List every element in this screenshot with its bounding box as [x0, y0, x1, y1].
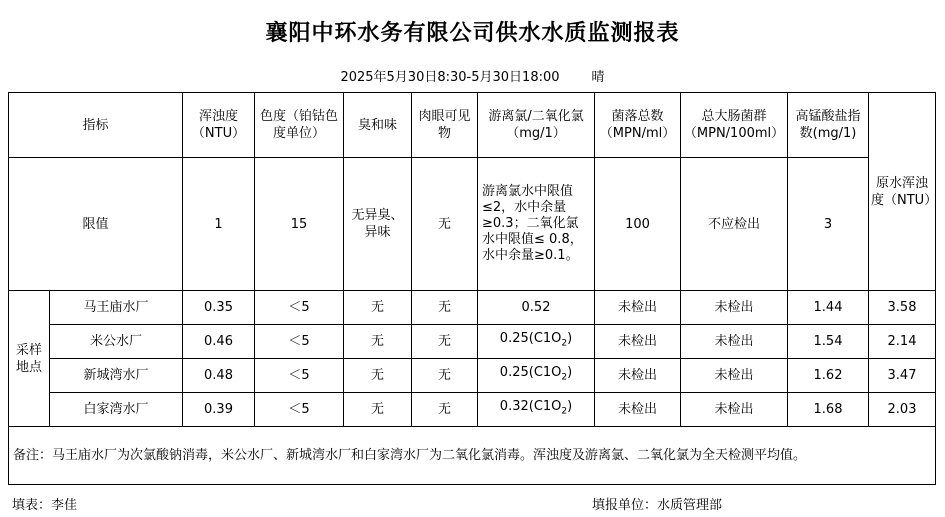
site-name: 马王庙水厂: [50, 291, 183, 325]
header-row: [9, 93, 936, 158]
cell-visible: 无: [412, 393, 478, 427]
weather: 晴: [591, 70, 605, 85]
report-date-line: [0, 66, 945, 85]
cell-color: ＜5: [255, 393, 344, 427]
header-turbidity: 浑浊度（NTU）: [183, 93, 255, 158]
chlorine-form: $(C1O_2)$: [528, 331, 573, 349]
chlorine-value: 0.25: [499, 365, 529, 381]
header-permanganate: 高锰酸盐指数(mg/1): [788, 93, 869, 158]
limits-row: [9, 158, 936, 291]
table-row: [9, 393, 936, 427]
cell-odor: 无: [344, 291, 412, 325]
cell-visible: 无: [412, 359, 478, 393]
limit-chlorine: 游离氯水中限值 ≤2，水中余量≥0.3；二氧化氯水中限值≤ 0.8，水中余量≥0.1。: [478, 158, 595, 291]
cell-raw-turbidity: 3.58: [869, 291, 936, 325]
table-row: [9, 325, 936, 359]
water-quality-table: [8, 92, 936, 485]
cell-chlorine: [478, 325, 595, 359]
header-chlorine: 游离氯/二氧化氯（mg/1）: [478, 93, 595, 158]
header-bacteria: 菌落总数（MPN/ml）: [595, 93, 681, 158]
sampling-site-label: 采样地点: [9, 291, 50, 427]
cell-color: ＜5: [255, 291, 344, 325]
note: 备注：马王庙水厂为次氯酸钠消毒，米公水厂、新城湾水厂和白家湾水厂为二氧化氯消毒。浑浊度及游离氯、二氧化氯为全天检测平均值。: [9, 427, 936, 485]
site-name: 新城湾水厂: [50, 359, 183, 393]
filled-by: 填表：李佳: [12, 498, 78, 513]
cell-turbidity: 0.48: [183, 359, 255, 393]
cell-permanganate: 1.54: [788, 325, 869, 359]
site-name: 米公水厂: [50, 325, 183, 359]
cell-permanganate: 1.68: [788, 393, 869, 427]
chlorine-value: 0.52: [521, 300, 551, 315]
cell-turbidity: 0.35: [183, 291, 255, 325]
cell-chlorine: [478, 393, 595, 427]
cell-turbidity: 0.39: [183, 393, 255, 427]
header-coliform: 总大肠菌群（MPN/100ml）: [681, 93, 788, 158]
cell-coliform: 未检出: [681, 359, 788, 393]
cell-bacteria: 未检出: [595, 359, 681, 393]
chlorine-value: 0.32: [499, 399, 529, 415]
limit-visible: 无: [412, 158, 478, 291]
note-row: [9, 427, 936, 485]
cell-turbidity: 0.46: [183, 325, 255, 359]
limits-label: 限值: [9, 158, 183, 291]
cell-permanganate: 1.62: [788, 359, 869, 393]
chlorine-form: $(C1O_2)$: [528, 399, 573, 417]
limit-permanganate: 3: [788, 158, 869, 291]
cell-odor: 无: [344, 325, 412, 359]
date-range: 2025年5月30日8:30-5月30日18:00: [340, 70, 560, 85]
header-odor: 臭和味: [344, 93, 412, 158]
cell-color: ＜5: [255, 359, 344, 393]
cell-coliform: 未检出: [681, 325, 788, 359]
cell-chlorine: [478, 291, 595, 325]
cell-bacteria: 未检出: [595, 325, 681, 359]
cell-bacteria: 未检出: [595, 291, 681, 325]
header-color: 色度（铂钴色度单位）: [255, 93, 344, 158]
reporting-unit: 填报单位：水质管理部: [592, 498, 723, 513]
header-visible: 肉眼可见物: [412, 93, 478, 158]
cell-bacteria: 未检出: [595, 393, 681, 427]
chlorine-value: 0.25: [499, 331, 529, 347]
cell-visible: 无: [412, 291, 478, 325]
cell-odor: 无: [344, 393, 412, 427]
limit-bacteria: 100: [595, 158, 681, 291]
report-title: 襄阳中环水务有限公司供水水质监测报表: [265, 21, 680, 46]
cell-chlorine: [478, 359, 595, 393]
limit-odor: 无异臭、异味: [344, 158, 412, 291]
cell-coliform: 未检出: [681, 291, 788, 325]
limit-color: 15: [255, 158, 344, 291]
site-name: 白家湾水厂: [50, 393, 183, 427]
table-row: [9, 359, 936, 393]
limit-coliform: 不应检出: [681, 158, 788, 291]
cell-color: ＜5: [255, 325, 344, 359]
header-indicator: 指标: [9, 93, 183, 158]
table-row: [9, 291, 936, 325]
cell-coliform: 未检出: [681, 393, 788, 427]
cell-odor: 无: [344, 359, 412, 393]
chlorine-form: $(C1O_2)$: [528, 365, 573, 383]
cell-raw-turbidity: 2.14: [869, 325, 936, 359]
header-raw-turbidity: 原水浑浊度（NTU）: [869, 93, 936, 291]
cell-visible: 无: [412, 325, 478, 359]
cell-permanganate: 1.44: [788, 291, 869, 325]
cell-raw-turbidity: 2.03: [869, 393, 936, 427]
cell-raw-turbidity: 3.47: [869, 359, 936, 393]
limit-turbidity: 1: [183, 158, 255, 291]
